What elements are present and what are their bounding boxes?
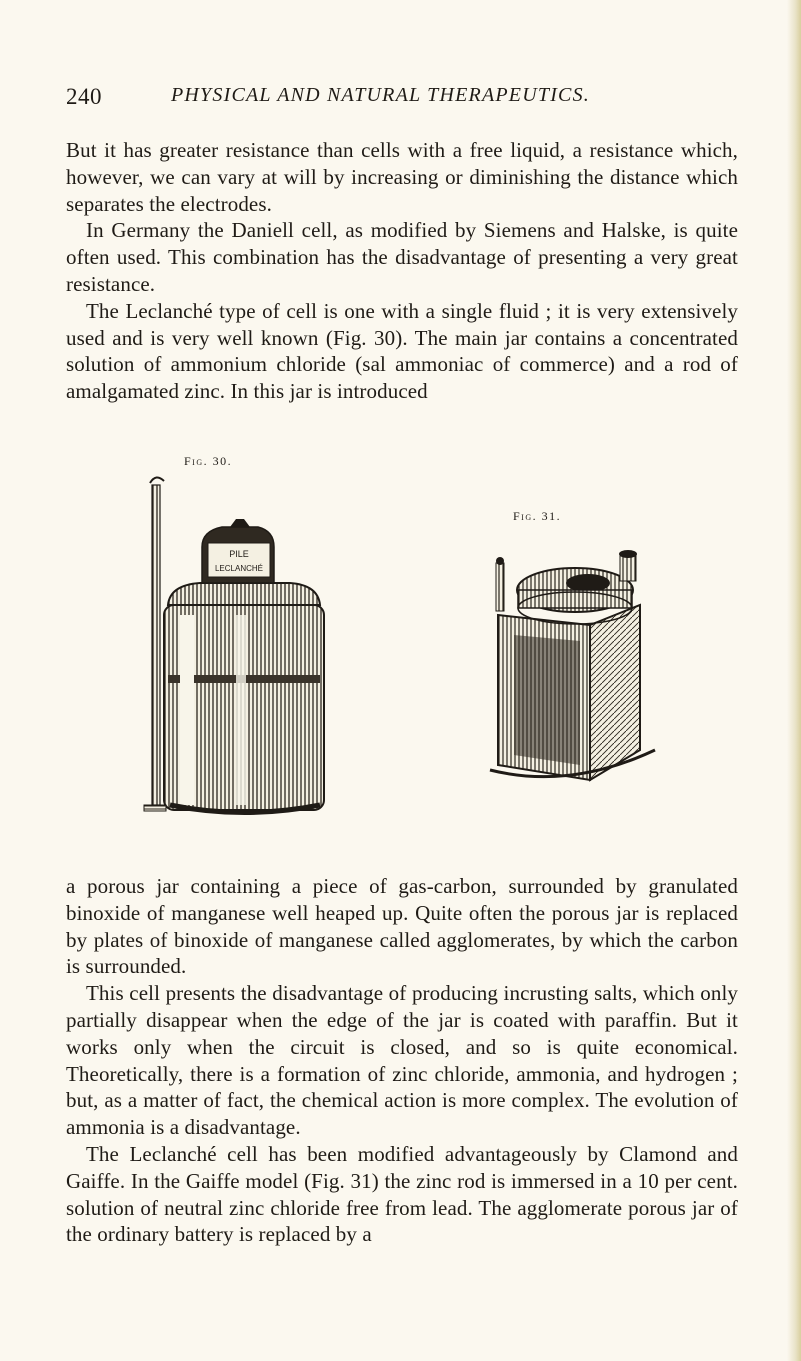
paragraph: This cell presents the disadvantage of producing incrusting salts, which only partially disappear when the edge of the jar is coated with paraffin. But it works only when the circuit is closed, and so is quite economical. Theoretically, there is a formation of zinc chloride, ammonia, and hydrogen ; but, as a matter of fact, the chemical action is more complex. The evolution of ammonia is a disadvantage. [66,981,738,1140]
body-text-bottom [66,873,738,1248]
paragraph: In Germany the Daniell cell, as modified by Siemens and Halske, is quite often used. This combination has the disadvantage of presenting a very great resistance. [66,218,738,296]
figure-31-gaiffe-cell [470,545,670,785]
page-header [66,84,736,114]
gaiffe-cell-illustration [470,545,670,785]
figure-30-caption: Fig. 30. [184,454,233,468]
page-number: 240 [66,84,102,109]
paragraph: a porous jar containing a piece of gas-carbon, surrounded by granulated binoxide of manganese well heaped up. Quite often the porous jar is replaced by plates of binoxide of manganese called agglomerates, by which the carbon is surrounded. [66,874,738,979]
cell-label-leclanche: LECLANCHÉ [214,564,264,573]
page-edge-shadow [787,0,801,1361]
paragraph: The Leclanché cell has been modified advantageously by Clamond and Gaiffe. In the Gaiffe model (Fig. 31) the zinc rod is immersed in a 10 per cent. solution of neutral zinc chloride free from lead. The agglomerate porous jar of the ordinary battery is replaced by a [66,1141,738,1247]
running-head: PHYSICAL AND NATURAL THERAPEUTICS. [171,84,590,106]
paragraph: The Leclanché type of cell is one with a single fluid ; it is very extensively used and is very well known (Fig. 30). The main jar contains a concentrated solution of ammonium chloride (sal ammoniac of commerce) and a rod of amalgamated zinc. In this jar is introduced [66,298,738,404]
body-text-top [66,137,738,405]
cell-label-pile: PILE [229,549,249,559]
figure-31-caption: Fig. 31. [513,509,562,523]
paragraph: But it has greater resistance than cells with a free liquid, a resistance which, however, we can vary at will by increasing or diminishing the distance which separates the electrodes. [66,138,738,216]
leclanche-cell-illustration [140,475,340,835]
figure-30-leclanche-cell [140,475,340,835]
